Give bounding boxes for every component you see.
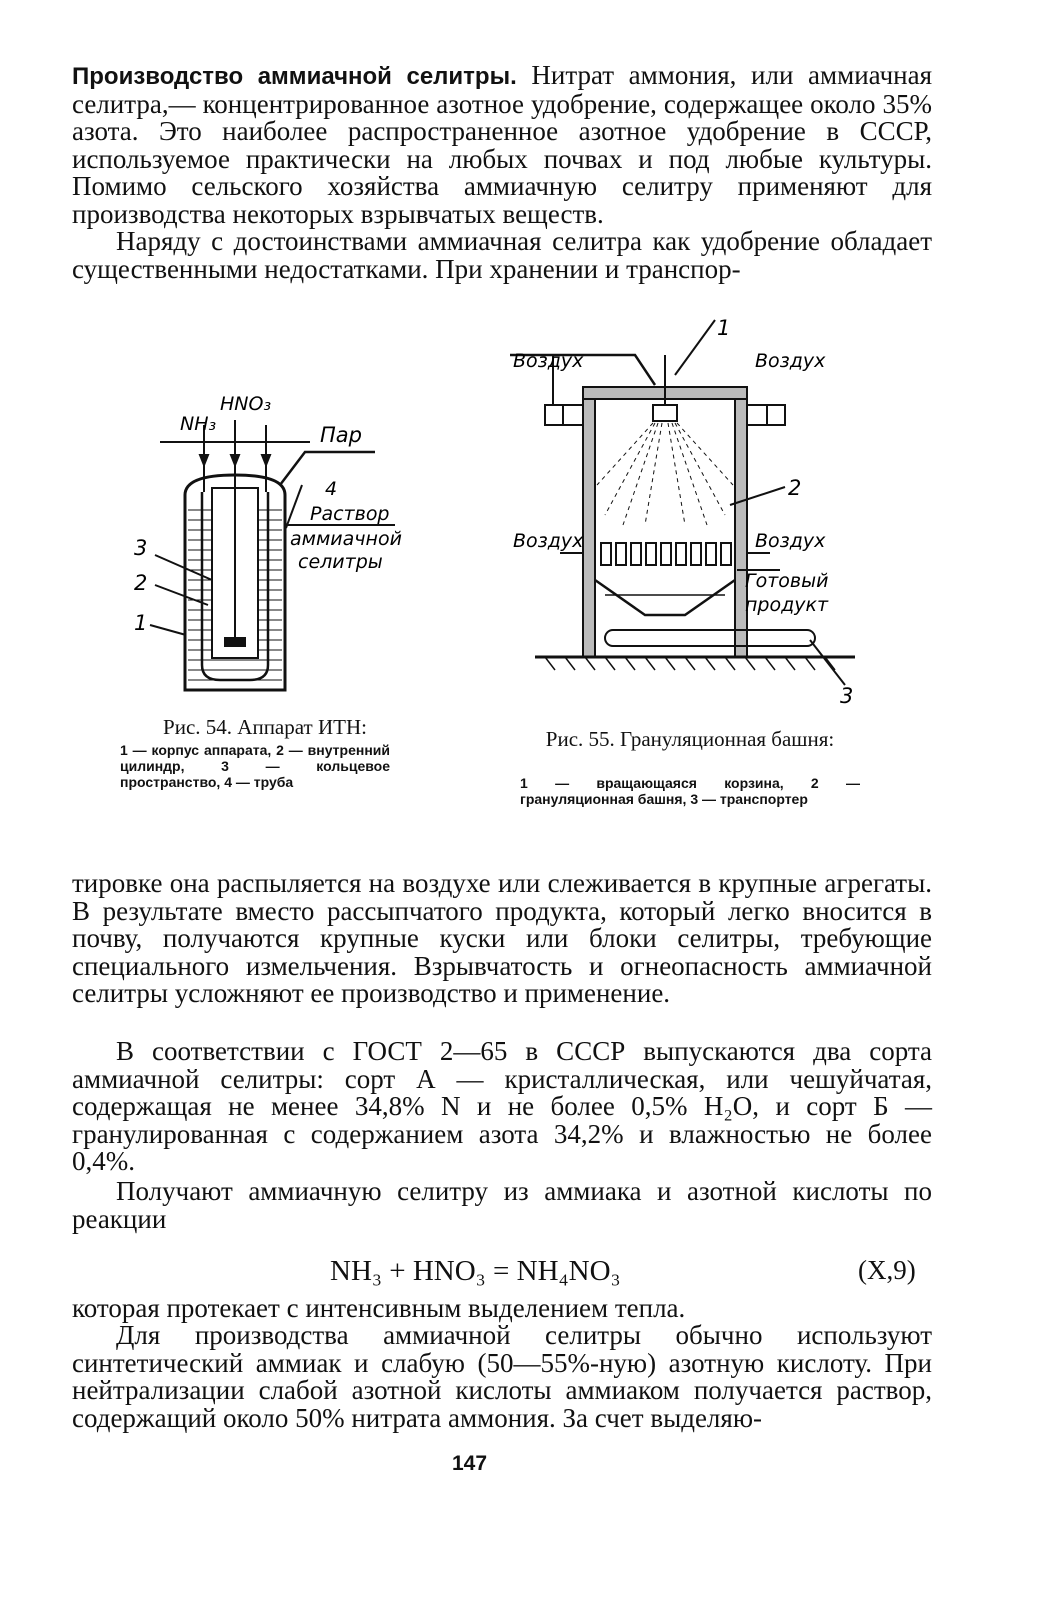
fig54-label-1: 1 (134, 611, 148, 635)
paragraph-4: Получают аммиачную селитру из аммиака и азотной кислоты по реакции (72, 1176, 932, 1234)
intro-paragraph (72, 62, 932, 229)
fig55-label-1: 1 (717, 316, 731, 340)
paragraph-3: В соответствии с ГОСТ 2—65 в СССР выпускаются два сорта аммиачной селитры: сорт А — кристаллическая, или чешуйчатая, содержащая не менее 34,8% N и не более 0,5% H₂O, и сорт Б — гранулированная с содержанием азота 34,2% и влажностью не более 0,4%. (72, 1036, 932, 1177)
intro-text: Нитрат аммония, или аммиачная селитра,— концентрированное азотное удобрение, содержащее около 35% азота. Это наиболее распространенное азотное удобрение в СССР, используемое практически на любых почвах и под любые культуры. Помимо сельского хозяйства аммиачную селитру применяют для производства некоторых взрывчатых веществ. (72, 60, 932, 229)
fig55-label-vozduh-top-right: Воздух (755, 350, 826, 372)
fig55-label-vozduh-top-left: Воздух (513, 350, 584, 372)
figure-55-caption-body: 1 — вращающаяся корзина, 2 — грануляционная башня, 3 — транспортер (520, 775, 860, 807)
fig54-label-nh3: NH₃ (180, 413, 217, 435)
fig55-label-gotovy-2: продукт (745, 594, 829, 616)
paragraph-2-start: Наряду с достоинствами аммиачная селитра как удобрение обладает существенными недостатками. При хранении и транспор- (72, 226, 932, 284)
figure-54-apparatus (120, 380, 420, 710)
fig54-label-rastvor-2: аммиачной (290, 528, 402, 550)
fig55-label-2: 2 (788, 476, 802, 500)
figure-54-caption-title: Рис. 54. Аппарат ИТН: (163, 715, 367, 739)
section-heading: Производство аммиачной селитры. (72, 63, 517, 90)
fig55-label-3: 3 (840, 684, 854, 708)
fig54-label-2: 2 (134, 571, 148, 595)
fig54-label-hno3: HNO₃ (220, 393, 272, 415)
fig54-label-rastvor-3: селитры (298, 551, 383, 573)
fig54-label-4: 4 (325, 478, 338, 500)
page-number: 147 (452, 1452, 488, 1475)
fig55-label-vozduh-mid-left: Воздух (513, 530, 584, 552)
fig54-label-par: Пар (320, 423, 362, 447)
paragraph-6: Для производства аммиачной селитры обычно используют синтетический аммиак и слабую (50—55%-ную) азотную кислоту. При нейтрализации слабой азотной кислоты аммиаком получается раствор, содержащий около 50% нитрата аммония. За счет выделяю- (72, 1320, 932, 1433)
fig54-label-3: 3 (134, 536, 148, 560)
fig54-label-rastvor-1: Раствор (310, 503, 390, 525)
fig55-label-gotovy-1: Готовый (745, 570, 829, 592)
figure-54-caption-body: 1 — корпус аппарата, 2 — внутренний цилиндр, 3 — кольцевое пространство, 4 — труба (120, 742, 390, 790)
figure-55-caption-title: Рис. 55. Грануляционная башня: (545, 727, 835, 751)
equation-number: (X,9) (858, 1255, 916, 1285)
paragraph-2-continued: тировке она распыляется на воздухе или слеживается в крупные агрегаты. В результате вместо рассыпчатого продукта, который легко вносится в почву, получаются крупные куски или блоки селитры, требующие специального измельчения. Взрывчатость и огнеопасность аммиачной селитры усложняют ее производство и применение. (72, 868, 932, 1009)
fig55-label-vozduh-mid-right: Воздух (755, 530, 826, 552)
figure-55-granulation-tower (505, 315, 865, 710)
paragraph-5: которая протекает с интенсивным выделением тепла. (72, 1293, 686, 1323)
equation: NH₃ + HNO₃ = NH₄NO₃ (330, 1255, 621, 1287)
